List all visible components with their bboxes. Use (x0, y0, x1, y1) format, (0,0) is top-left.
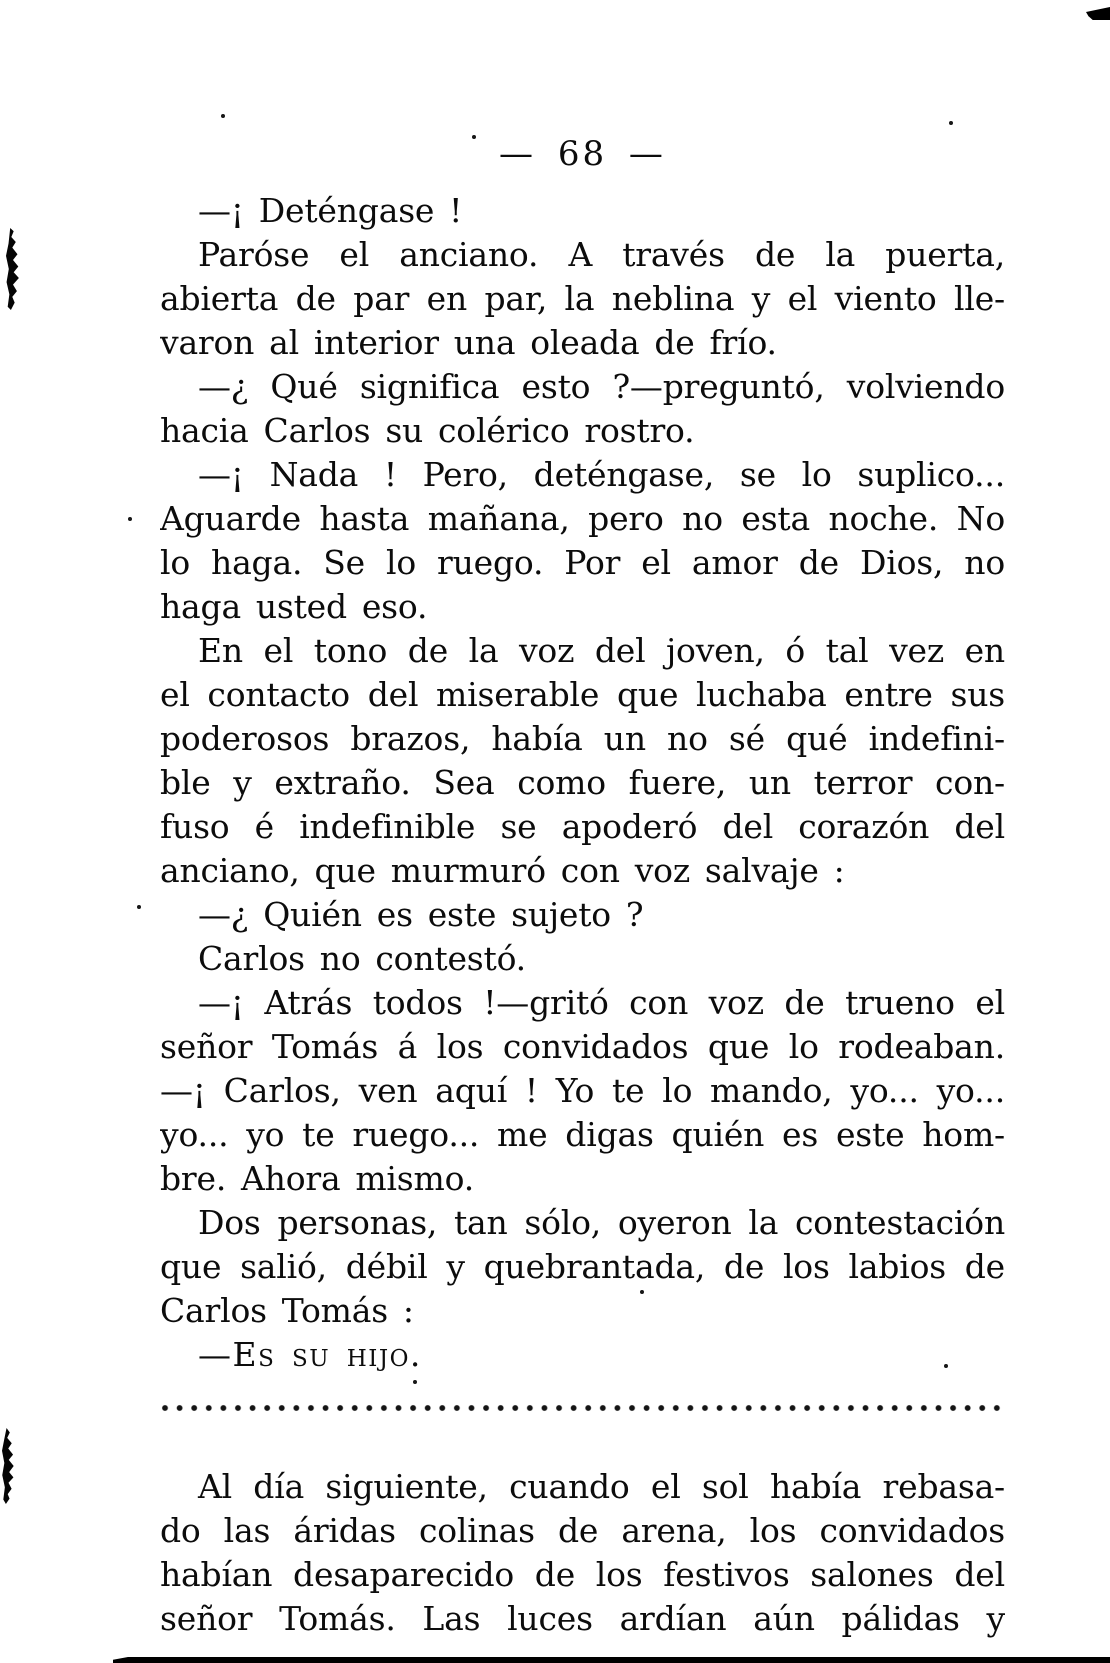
scan-ink-smudge-bottom-left (2, 1428, 15, 1504)
text-line: Paróse el anciano. A través de la puerta, (198, 235, 1005, 274)
text-line: bre. Ahora mismo. (160, 1159, 474, 1198)
ink-speck (944, 1364, 948, 1368)
ink-speck (128, 517, 132, 521)
text-line: lo haga. Se lo ruego. Por el amor de Dios, no (160, 543, 1005, 582)
ink-speck (472, 135, 476, 139)
text-line: —¿ Qué significa esto ?—preguntó, volviendo (198, 367, 1005, 406)
section-divider-dots (160, 1403, 1005, 1413)
text-line: —Es su hijo. (198, 1335, 422, 1374)
scan-corner-mark (1086, 7, 1110, 20)
text-line: fuso é indefinible se apoderó del corazón del (160, 807, 1005, 846)
text-line: —¿ Quién es este sujeto ? (198, 895, 644, 934)
page-number: — 68 — (499, 134, 666, 174)
text-line: señor Tomás. Las luces ardían aún pálidas y (160, 1599, 1005, 1638)
ink-speck (640, 1290, 644, 1294)
text-line: anciano, que murmuró con voz salvaje : (160, 851, 845, 890)
ink-speck (413, 1380, 417, 1384)
text-line: ble y extraño. Sea como fuere, un terror con- (160, 763, 1005, 802)
text-line: —¡ Nada ! Pero, deténgase, se lo suplico... (198, 455, 1005, 494)
text-line: Dos personas, tan sólo, oyeron la contestación (198, 1203, 1005, 1242)
text-line: Al día siguiente, cuando el sol había rebasa- (198, 1467, 1005, 1506)
text-line: Carlos Tomás : (160, 1291, 414, 1330)
text-block (160, 189, 1005, 1641)
text-line: hacia Carlos su colérico rostro. (160, 411, 695, 450)
text-line: En el tono de la voz del joven, ó tal vez en (198, 631, 1005, 670)
text-line: —¡ Atrás todos !—gritó con voz de trueno el (198, 983, 1005, 1022)
text-line: el contacto del miserable que luchaba entre sus (160, 675, 1005, 714)
text-line: —¡ Carlos, ven aquí ! Yo te lo mando, yo... yo... (160, 1071, 1005, 1110)
ink-speck (221, 114, 225, 118)
ink-speck (949, 121, 953, 125)
text-line: que salió, débil y quebrantada, de los labios de (160, 1247, 1005, 1286)
text-line: Carlos no contestó. (198, 939, 526, 978)
scan-ink-smudge-top-left (6, 228, 20, 310)
scan-bottom-edge-shadow (113, 1657, 1110, 1663)
text-line: señor Tomás á los convidados que lo rodeaban. (160, 1027, 1005, 1066)
text-line: haga usted eso. (160, 587, 428, 626)
text-line: do las áridas colinas de arena, los convidados (160, 1511, 1005, 1550)
text-line: yo... yo te ruego... me digas quién es este hom- (160, 1115, 1005, 1154)
text-line: —¡ Deténgase ! (198, 191, 463, 230)
text-line: abierta de par en par, la neblina y el viento lle- (160, 279, 1005, 318)
text-line: habían desaparecido de los festivos salones del (160, 1555, 1005, 1594)
text-line: poderosos brazos, había un no sé qué indefini- (160, 719, 1005, 758)
ink-speck (137, 905, 141, 909)
text-line: Aguarde hasta mañana, pero no esta noche. No (160, 499, 1005, 538)
text-line: varon al interior una oleada de frío. (160, 323, 777, 362)
